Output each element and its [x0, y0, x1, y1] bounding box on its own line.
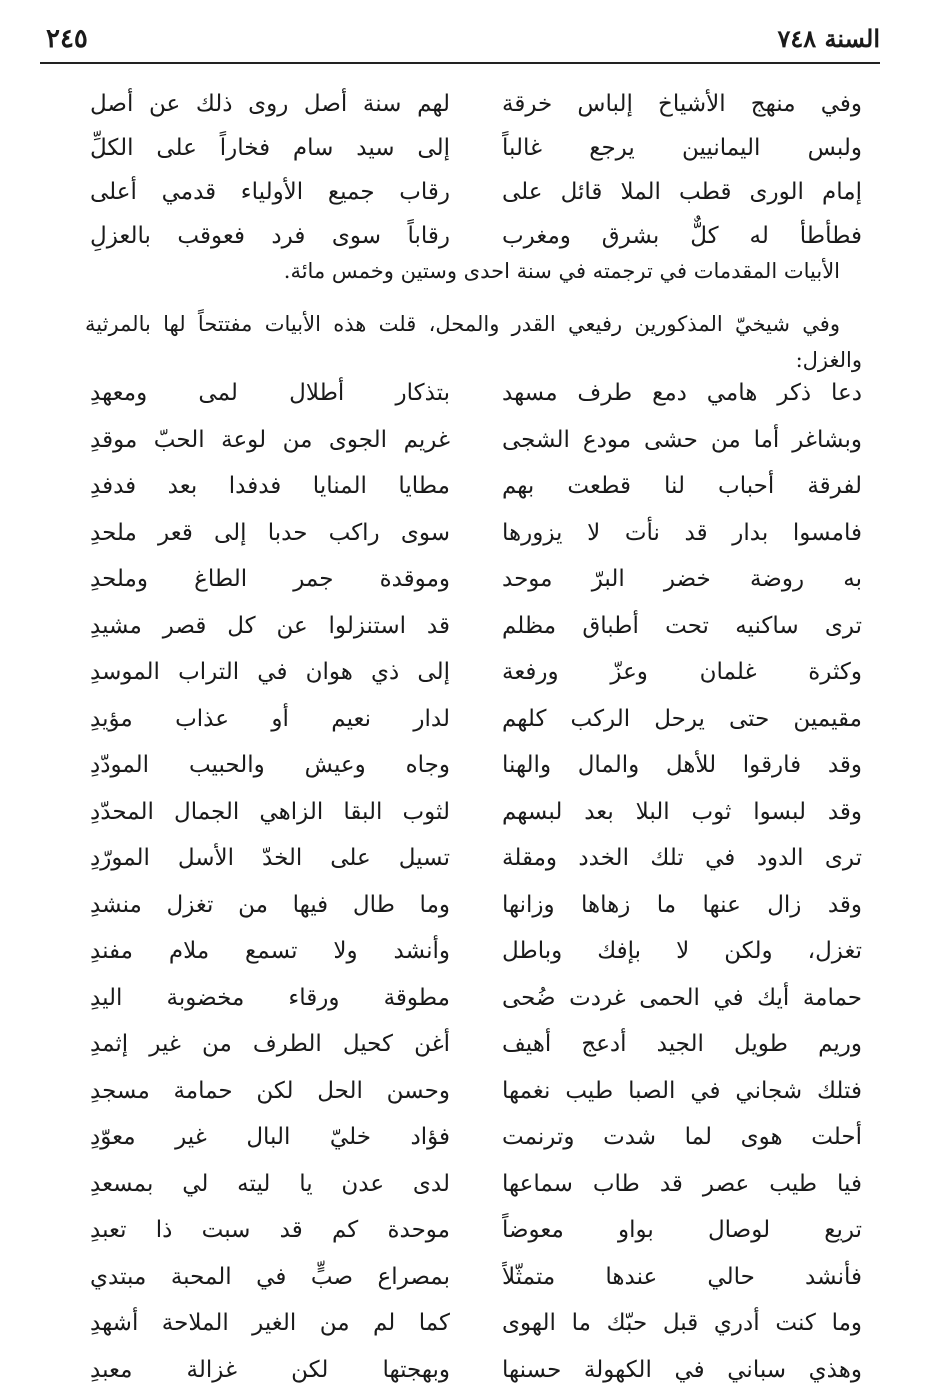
verse-first-hemistich: إمام الورى قطب الملا قائل على — [502, 170, 862, 214]
verse-first-hemistich: فامسوا بدار قد نأت لا يزورها — [502, 510, 862, 557]
verse — [90, 1254, 862, 1301]
verse — [90, 214, 862, 258]
verse-second-hemistich: بمصراع صبٍّ في المحبة مبتدي — [90, 1254, 450, 1301]
verse — [90, 82, 862, 126]
verse-second-hemistich: قد استنزلوا عن كل قصر مشيدِ — [90, 603, 450, 650]
verse-second-hemistich: سوى راكب حدبا إلى قعر ملحدِ — [90, 510, 450, 557]
verse-first-hemistich: ولبس اليمانيين يرجع غالباً — [502, 126, 862, 170]
verse-second-hemistich: مطوقة ورقاء مخضوبة اليدِ — [90, 975, 450, 1022]
verse-second-hemistich: وجاه وعيش والحبيب المودّدِ — [90, 742, 450, 789]
verse-first-hemistich: وقد فارقوا للأهل والمال والهنا — [502, 742, 862, 789]
verse-second-hemistich: لدار نعيم أو عذاب مؤيدِ — [90, 696, 450, 743]
page-number: ٢٤٥ — [46, 24, 88, 54]
verse-second-hemistich: لثوب البقا الزاهي الجمال المحدّدِ — [90, 789, 450, 836]
verse — [90, 170, 862, 214]
verse-first-hemistich: فتلك شجاني في الصبا طيب نغمها — [502, 1068, 862, 1115]
verse-second-hemistich: موحدة كم قد سبت ذا تعبدِ — [90, 1207, 450, 1254]
verse-first-hemistich: وريم طويل الجيد أدعج أهيف — [502, 1021, 862, 1068]
verse-first-hemistich: تغزل، ولكن لا بإفك وباطل — [502, 928, 862, 975]
verse — [90, 1207, 862, 1254]
verse-first-hemistich: وكثرة غلمان وعزّ ورفعة — [502, 649, 862, 696]
verse — [90, 1347, 862, 1393]
verse — [90, 882, 862, 929]
verse-second-hemistich: تسيل على الخدّ الأسل المورّدِ — [90, 835, 450, 882]
verse-first-hemistich: ترى الدود في تلك الخدد ومقلة — [502, 835, 862, 882]
poem-elegy — [90, 370, 862, 1393]
verse-first-hemistich: دعا ذكر هامي دمع طرف مسهد — [502, 370, 862, 417]
verse-first-hemistich: أحلت هوى لما شدت وترنمت — [502, 1114, 862, 1161]
poem-opening — [90, 82, 862, 258]
verse — [90, 928, 862, 975]
verse-second-hemistich: لهم سنة أصل روى ذلك عن أصل — [90, 82, 450, 126]
verse-second-hemistich: إلى سيد سام فخاراً على الكلِّ — [90, 126, 450, 170]
verse — [90, 370, 862, 417]
verse-second-hemistich: غريم الجوى من لوعة الحبّ موقدِ — [90, 417, 450, 464]
verse-second-hemistich: وأنشد ولا تسمع ملام مفندِ — [90, 928, 450, 975]
verse — [90, 1300, 862, 1347]
verse — [90, 1161, 862, 1208]
verse-first-hemistich: لفرقة أحباب لنا قطعت بهم — [502, 463, 862, 510]
verse — [90, 789, 862, 836]
verse-second-hemistich: رقاب جميع الأولياء قدمي أعلى — [90, 170, 450, 214]
verse-second-hemistich: بتذكار أطلال لمى ومعهدِ — [90, 370, 450, 417]
prose-intro: وفي شيخيّ المذكورين رفيعي القدر والمحل، قلت هذه الأبيات مفتتحاً لها بالمرثية والغزل: — [85, 306, 862, 378]
verse-first-hemistich: وما كنت أدري قبل حبّك ما الهوى — [502, 1300, 862, 1347]
verse-second-hemistich: فؤاد خليّ البال غير معوّدِ — [90, 1114, 450, 1161]
verse — [90, 649, 862, 696]
verse-first-hemistich: فطأطأ له كلٌّ بشرق ومغرب — [502, 214, 862, 258]
verse — [90, 463, 862, 510]
verse — [90, 556, 862, 603]
verse — [90, 1114, 862, 1161]
verse-second-hemistich: إلى ذي هوان في التراب الموسدِ — [90, 649, 450, 696]
verse — [90, 417, 862, 464]
verse-first-hemistich: فيا طيب عصر قد طاب سماعها — [502, 1161, 862, 1208]
verse-first-hemistich: ترى ساكنيه تحت أطباق مظلم — [502, 603, 862, 650]
verse-second-hemistich: وحسن الحل لكن حمامة مسجدِ — [90, 1068, 450, 1115]
verse-second-hemistich: وموقدة جمر الطاغ وملحدِ — [90, 556, 450, 603]
verse-second-hemistich: وبهجتها لكن غزالة معبدِ — [90, 1347, 450, 1393]
verse — [90, 510, 862, 557]
verse — [90, 1068, 862, 1115]
verse-first-hemistich: به روضة خضر البرّ موحد — [502, 556, 862, 603]
verse-first-hemistich: وهذي سباني في الكهولة حسنها — [502, 1347, 862, 1393]
verse-first-hemistich: وقد لبسوا ثوب البلا بعد لبسهم — [502, 789, 862, 836]
verse-first-hemistich: وبشاغر أما من حشى مودع الشجى — [502, 417, 862, 464]
verse-second-hemistich: مطايا المنايا فدفدا بعد فدفدِ — [90, 463, 450, 510]
verse — [90, 835, 862, 882]
prose-note: الأبيات المقدمات في ترجمته في سنة احدى وستين وخمس مائة. — [85, 256, 862, 286]
verse-first-hemistich: وفي منهج الأشياخ إلباس خرقة — [502, 82, 862, 126]
verse-second-hemistich: كما لم من الغير الملاحة أشهدِ — [90, 1300, 450, 1347]
verse-second-hemistich: رقاباً سوى فرد فعوقب بالعزلِ — [90, 214, 450, 258]
verse — [90, 1021, 862, 1068]
verse-second-hemistich: لدى عدن يا ليته لي بمسعدِ — [90, 1161, 450, 1208]
verse-first-hemistich: حمامة أيك في الحمى غردت ضُحى — [502, 975, 862, 1022]
verse-first-hemistich: فأنشد حالي عندها متمثّلاً — [502, 1254, 862, 1301]
verse — [90, 742, 862, 789]
verse — [90, 975, 862, 1022]
verse-second-hemistich: أغن كحيل الطرف من غير إثمدِ — [90, 1021, 450, 1068]
page-header — [40, 12, 880, 64]
verse-first-hemistich: تريع لوصال بواو معوضاً — [502, 1207, 862, 1254]
running-head-year: السنة ٧٤٨ — [777, 24, 880, 53]
verse — [90, 126, 862, 170]
verse-first-hemistich: وقد زال عنها ما زهاها وزانها — [502, 882, 862, 929]
verse-first-hemistich: مقيمين حتى يرحل الركب كلهم — [502, 696, 862, 743]
verse-second-hemistich: وما طال فيها من تغزل منشدِ — [90, 882, 450, 929]
verse — [90, 696, 862, 743]
verse — [90, 603, 862, 650]
